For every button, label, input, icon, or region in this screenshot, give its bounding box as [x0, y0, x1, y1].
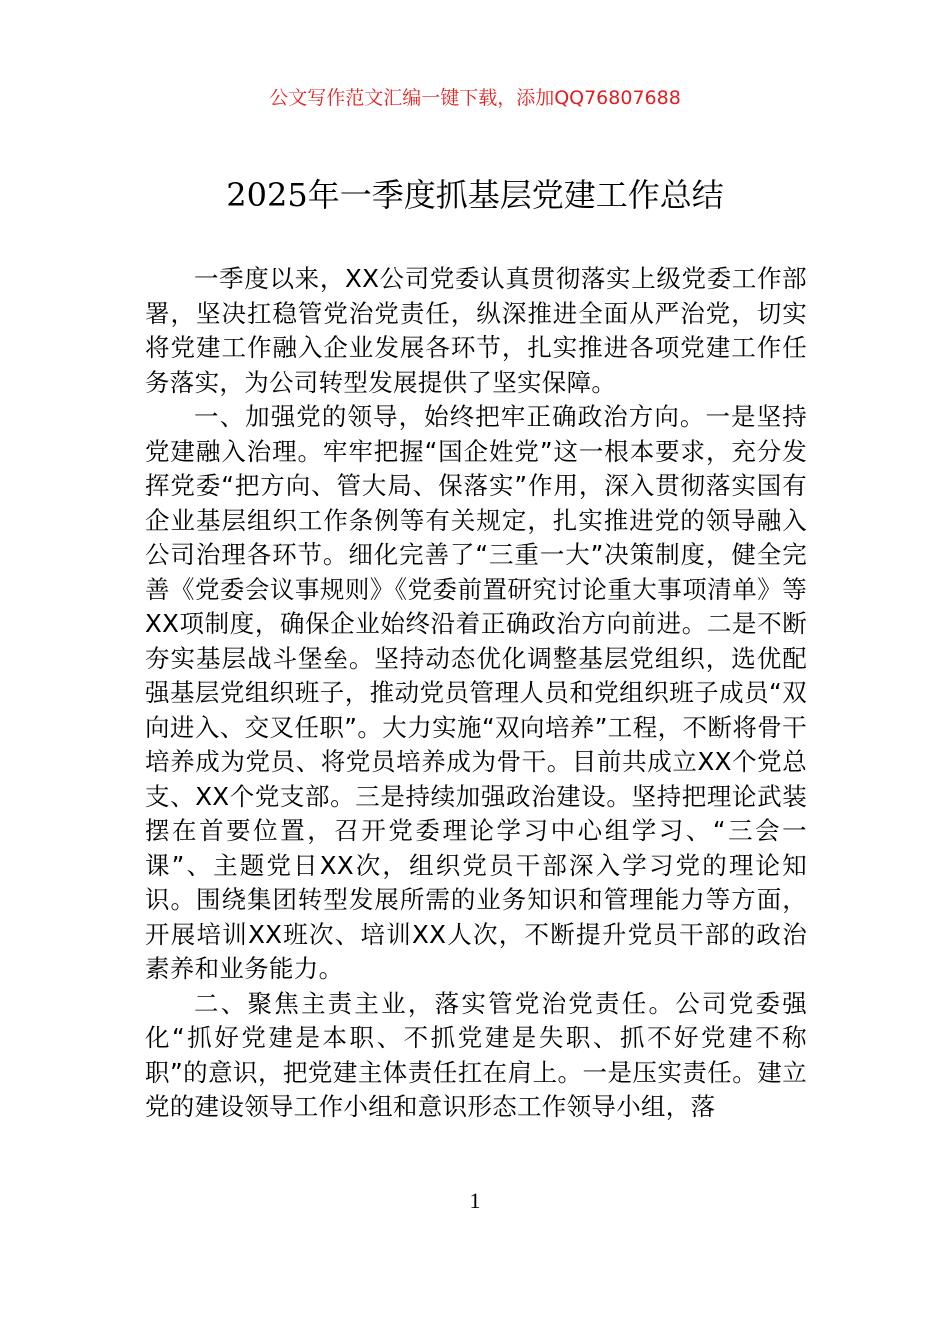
section-one-paragraph: 一、加强党的领导，始终把牢正确政治方向。一是坚持党建融入治理。牢牢把握“国企姓党”这一根本要求，充分发挥党委“把方向、管大局、保落实”作用，深入贯彻落实国有企业基层组织工作条例等有关规定，扎实推进党的领导融入公司治理各环节。细化完善了“三重一大”决策制度，健全完善《党委会议事规则》《党委前置研究讨论重大事项清单》等XX项制度，确保企业始终沿着正确政治方向前进。二是不断夯实基层战斗堡垒。坚持动态优化调整基层党组织，选优配强基层党组织班子，推动党员管理人员和党组织班子成员“双向进入、交叉任职”。大力实施“双向培养”工程，不断将骨干培养成为党员、将党员培养成为骨干。目前共成立XX个党总支、XX个党支部。三是持续加强政治建设。坚持把理论武装摆在首要位置，召开党委理论学习中心组学习、“三会一课”、主题党日XX次，组织党员干部深入学习党的理论知识。围绕集团转型发展所需的业务知识和管理能力等方面，开展培训XX班次、培训XX人次，不断提升党员干部的政治素养和业务能力。	[145, 402, 807, 983]
download-banner: 公文写作范文汇编一键下载，添加QQ76807688	[269, 87, 681, 109]
intro-paragraph: 一季度以来，XX公司党委认真贯彻落实上级党委工作部署，坚决扛稳管党治党责任，纵深推进全面从严治党，切实将党建工作融入企业发展各环节，扎实推进各项党建工作任务落实，为公司转型发展提供了坚实保障。	[145, 264, 807, 397]
document-body	[145, 262, 807, 1125]
page-number: 1	[469, 1188, 481, 1213]
section-two-paragraph: 二、聚焦主责主业，落实管党治党责任。公司党委强化“抓好党建是本职、不抓党建是失职、抓不好党建不称职”的意识，把党建主体责任扛在肩上。一是压实责任。建立党的建设领导工作小组和意识形态工作领导小组，落	[145, 988, 807, 1121]
document-title: 2025年一季度抓基层党建工作总结	[226, 176, 724, 214]
